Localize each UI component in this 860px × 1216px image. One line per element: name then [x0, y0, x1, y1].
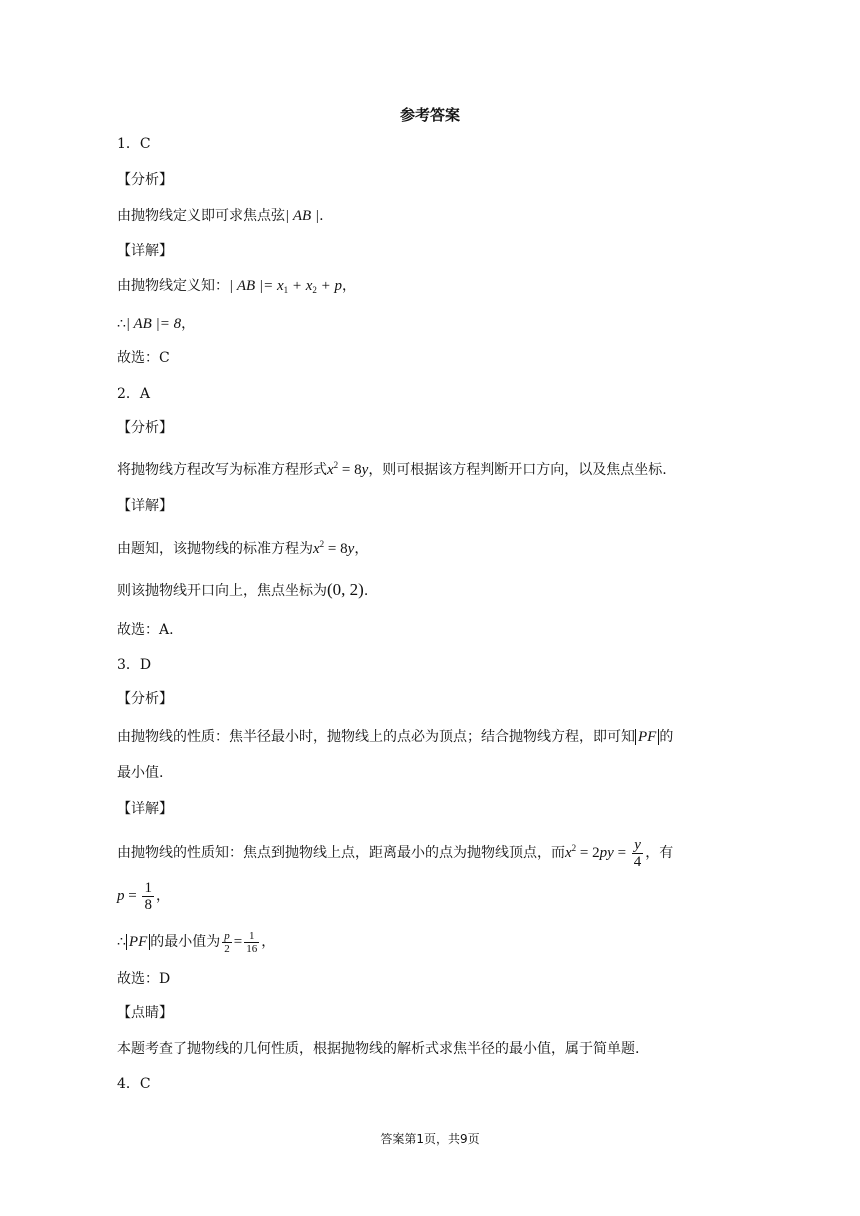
- q2-analysis-post: ，则可根据该方程判断开口方向，以及焦点坐标.: [368, 462, 667, 478]
- q1-number: 1．C: [117, 136, 151, 152]
- q1-ab-value: | AB |= 8: [125, 316, 182, 332]
- q3-equation: $x^2 = 2py$ = $\frac{y}{4}$: [565, 837, 642, 870]
- q2-analysis-label: 【分析】: [117, 420, 173, 436]
- q3-analysis-2: 最小值.: [117, 765, 164, 781]
- q1-ab: | AB |: [285, 208, 320, 224]
- q3-analysis-1: [117, 727, 673, 747]
- q3-pf-2: PF: [126, 934, 150, 950]
- q2-choice: 故选：A.: [117, 622, 174, 638]
- q1-analysis-text: 由抛物线定义即可求焦点弦: [117, 208, 285, 224]
- q1-detail-2: ∴| AB |= 8，: [117, 316, 196, 332]
- q1-analysis: 由抛物线定义即可求焦点弦| AB |.: [117, 208, 324, 224]
- q3-detail-1-text: 由抛物线的性质知：焦点到抛物线上点，距离最小的点为抛物线顶点，而: [117, 844, 565, 861]
- q3-detail-2: p = $\frac{1}{8}$ ，: [117, 880, 170, 913]
- q1-detail-1-text: 由抛物线定义知：: [117, 278, 229, 294]
- q2-focus: (0, 2): [327, 580, 364, 599]
- q3-pf: PF: [635, 729, 659, 745]
- q3-number: 3．D: [117, 657, 152, 673]
- q3-detail-3: ∴ PF 的最小值为 $\frac{p}{2}$ = $\frac{1}{16}$ ，: [117, 930, 276, 955]
- therefore-symbol-2: ∴: [117, 933, 126, 950]
- therefore-symbol: ∴: [117, 316, 126, 332]
- q3-analysis-1-text: 由抛物线的性质：焦半径最小时，抛物线上的点必为顶点；结合抛物线方程，即可知: [117, 729, 635, 745]
- q1-choice: 故选：C: [117, 350, 170, 366]
- q3-p-value: p = $\frac{1}{8}$: [117, 880, 152, 913]
- q2-analysis: [117, 455, 667, 480]
- q2-number: 2．A: [117, 386, 151, 402]
- q2-detail-1-text: 由题知，该抛物线的标准方程为: [117, 541, 313, 557]
- q3-detail-label: 【详解】: [117, 801, 173, 817]
- q1-detail-label: 【详解】: [117, 243, 173, 259]
- q2-equation-2: $x^2 = 8y$: [313, 539, 355, 557]
- q3-min-value: $\frac{p}{2}$ = $\frac{1}{16}$: [224, 930, 258, 955]
- q3-comment-label: 【点睛】: [117, 1005, 173, 1021]
- q4-number: 4．C: [117, 1076, 151, 1092]
- q2-detail-2: 则该抛物线开口向上，焦点坐标为(0, 2).: [117, 580, 369, 599]
- q3-detail-3-text: 的最小值为: [150, 933, 221, 950]
- q2-detail-2-text: 则该抛物线开口向上，焦点坐标为: [117, 583, 327, 599]
- q3-detail-1: [117, 837, 673, 870]
- q3-comment: 本题考查了抛物线的几何性质，根据抛物线的解析式求焦半径的最小值，属于简单题.: [117, 1041, 640, 1057]
- q3-analysis-1-post: 的: [659, 729, 674, 745]
- q3-analysis-label: 【分析】: [117, 691, 173, 707]
- q1-analysis-label: 【分析】: [117, 172, 173, 188]
- q3-fraction-y4: $\frac{y}{4}$: [633, 837, 642, 870]
- q1-formula: | AB |= $x_1 + x_2 + p$: [229, 278, 343, 295]
- q2-analysis-pre: 将抛物线方程改写为标准方程形式: [117, 462, 327, 478]
- q2-equation: $x^2 = 8y$: [327, 460, 369, 478]
- q2-detail-1: 由题知，该抛物线的标准方程为$x^2 = 8y$，: [117, 539, 369, 557]
- q3-detail-1-post: ，有: [645, 844, 674, 861]
- page-footer: 答案第1页，共9页: [380, 1132, 480, 1146]
- q3-fraction-1-8: $\frac{1}{8}$: [144, 880, 152, 913]
- q1-detail-1: 由抛物线定义知：| AB |= $x_1 + x_2 + p$，: [117, 278, 357, 295]
- q3-choice: 故选：D: [117, 971, 171, 987]
- page-title: 参考答案: [399, 106, 460, 124]
- q2-detail-label: 【详解】: [117, 498, 173, 514]
